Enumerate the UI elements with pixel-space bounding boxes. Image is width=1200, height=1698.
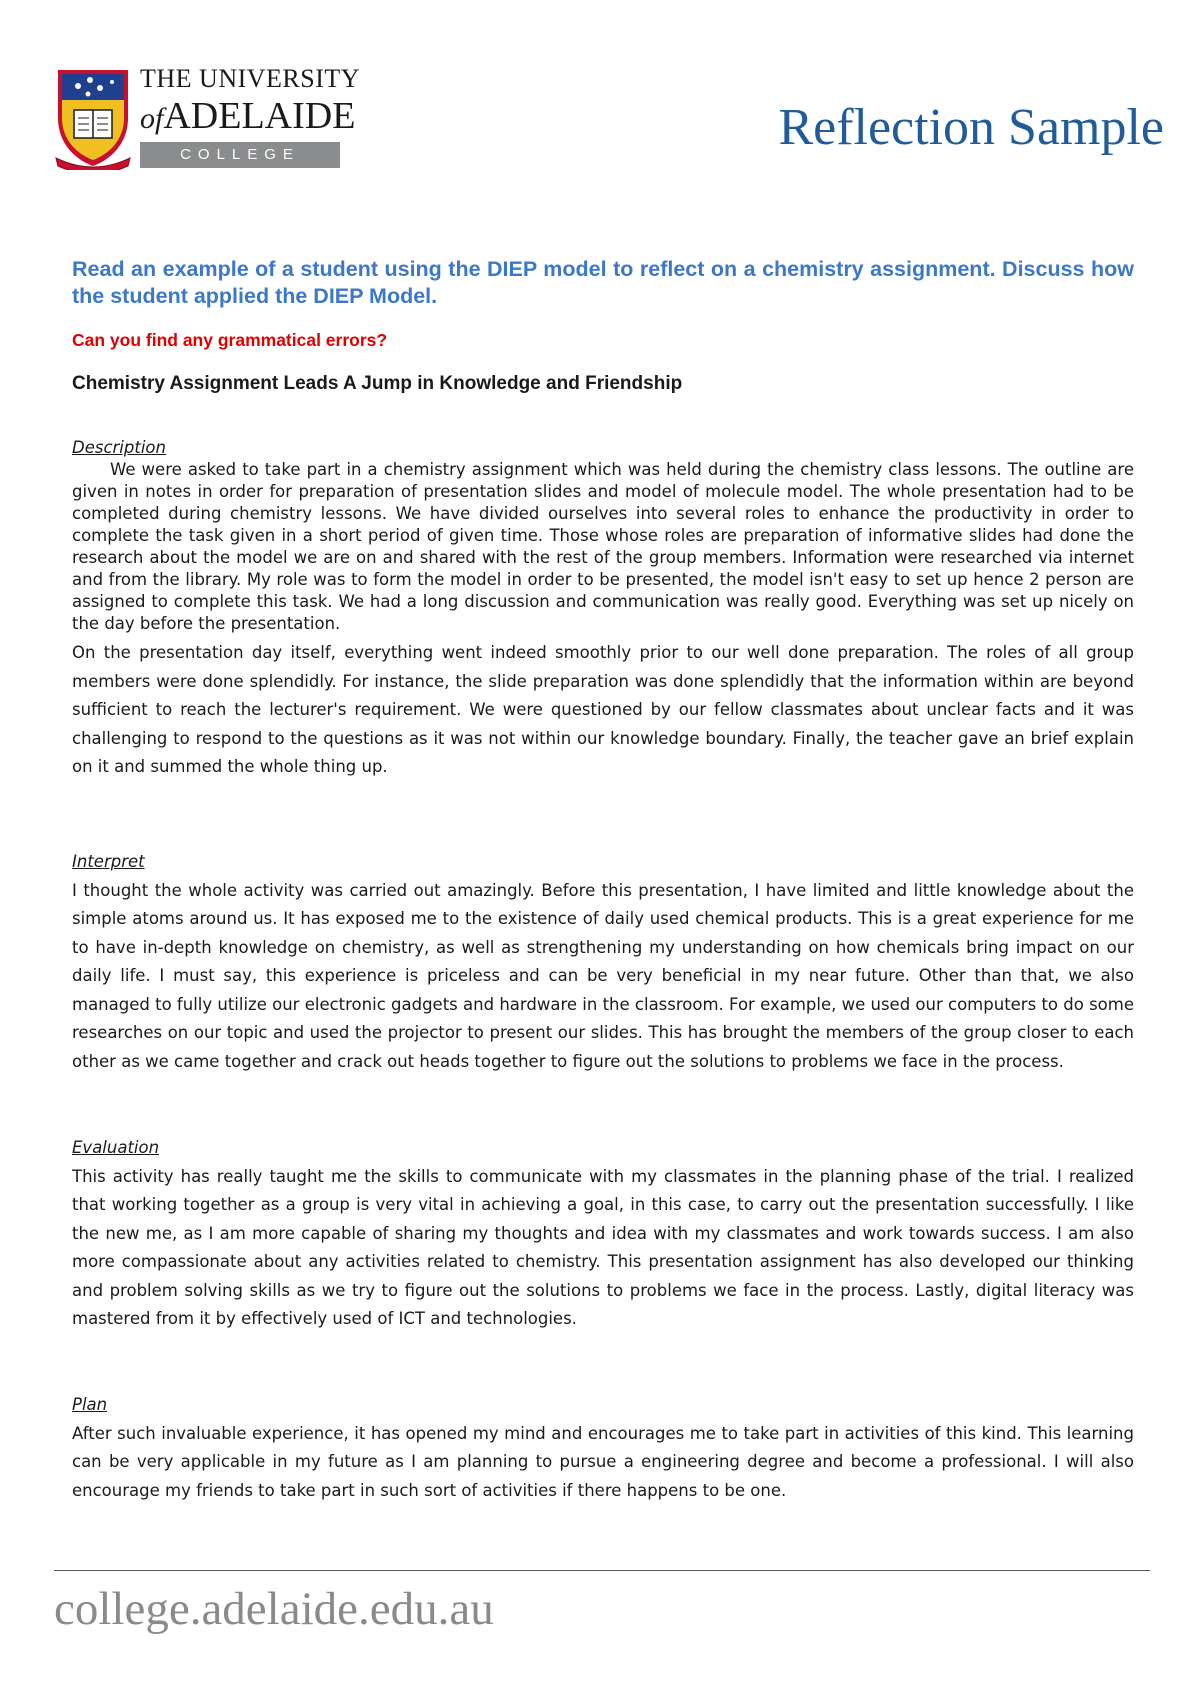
plan-paragraph: After such invaluable experience, it has opened my mind and encourages me to take part in activities of this kind. This learning can be very applicable in my future as I am planning to pursue a engineering degree and become a professional. I will also encourage my friends to take part in such sort of activities if there happens to be one. — [72, 1423, 1134, 1500]
interpret-paragraph: I thought the whole activity was carried out amazingly. Before this presentation, I have limited and little knowledge about the simple atoms around us. It has exposed me to the existence of daily used chemical products. This is a great experience for me to have in-depth knowledge on chemistry, as well as strengthening my understanding on how chemicals bring impact on our daily life. I must say, this experience is priceless and can be very beneficial in my near future. Other than that, we also managed to fully utilize our electronic gadgets and hardware in the classroom. For example, we used our computers to do some researches on our topic and used the projector to present our slides. This has brought the members of the group closer to each other as we came together and crack out heads together to figure out the solutions to problems we face in the process. — [72, 880, 1134, 1071]
university-logo — [54, 62, 361, 174]
logo-university-text: THE UNIVERSITY — [140, 64, 361, 93]
section-interpret — [72, 848, 1134, 1076]
essay-title: Chemistry Assignment Leads A Jump in Knowledge and Friendship — [72, 373, 683, 394]
section-heading-evaluation: Evaluation — [72, 1138, 160, 1157]
footer-divider — [54, 1570, 1150, 1571]
question-text: Can you find any grammatical errors? — [72, 330, 388, 350]
evaluation-paragraph: This activity has really taught me the skills to communicate with my classmates in the planning phase of the trial. I realized that working together as a group is very vital in achieving a goal, in this case, to carry out the presentation successfully. I like the new me, as I am more capable of sharing my thoughts and idea with my classmates and work towards success. I am also more compassionate about any activities related to chemistry. This presentation assignment has also developed our thinking and problem solving skills as we try to figure out the solutions to problems we face in the process. Lastly, digital literacy was mastered from it by effectively used of ICT and technologies. — [72, 1166, 1134, 1328]
main-content — [72, 256, 1134, 1500]
section-plan — [72, 1391, 1134, 1505]
section-heading-interpret: Interpret — [72, 852, 145, 871]
section-description — [72, 437, 1134, 782]
footer-url: college.adelaide.edu.au — [54, 1583, 494, 1635]
crest-icon — [54, 66, 132, 170]
logo-college-bar: COLLEGE — [140, 142, 340, 168]
section-evaluation — [72, 1134, 1134, 1334]
section-heading-description: Description — [72, 438, 166, 457]
instruction-text: Read an example of a student using the DIEP model to reflect on a chemistry assignment. Discuss how the student applied the DIEP Model. — [72, 257, 1134, 308]
logo-adelaide-text — [140, 94, 355, 141]
logo-of-text: of — [140, 102, 164, 135]
section-heading-plan: Plan — [72, 1395, 108, 1414]
page-title: Reflection Sample — [778, 99, 1164, 156]
description-paragraph-2: On the presentation day itself, everything went indeed smoothly prior to our well done preparation. The roles of all group members were done splendidly. For instance, the slide preparation was done splendidly that the information within are beyond sufficient to reach the lecturer's requirement. We were questioned by our fellow classmates about unclear facts and it was challenging to respond to the questions as it was not within our knowledge boundary. Finally, the teacher gave an brief explain on it and summed the whole thing up. — [72, 643, 1134, 776]
logo-adelaide-word: ADELAIDE — [163, 95, 356, 137]
description-paragraph-1: We were asked to take part in a chemistry assignment which was held during the chemistry class lessons. The outline are given in notes in order for preparation of presentation slides and model of molecule model. The whole presentation had to be completed during chemistry lessons. We have divided ourselves into several roles to enhance the productivity in order to complete the task given in a short period of given time. Those whose roles are preparation of informative slides had done the research about the model we are on and shared with the rest of the group members. Information were researched via internet and from the library. My role was to form the model in order to be presented, the model isn't easy to set up hence 2 person are assigned to complete this task. We had a long discussion and communication was really good. Everything was set up nicely on the day before the presentation. — [72, 460, 1134, 633]
